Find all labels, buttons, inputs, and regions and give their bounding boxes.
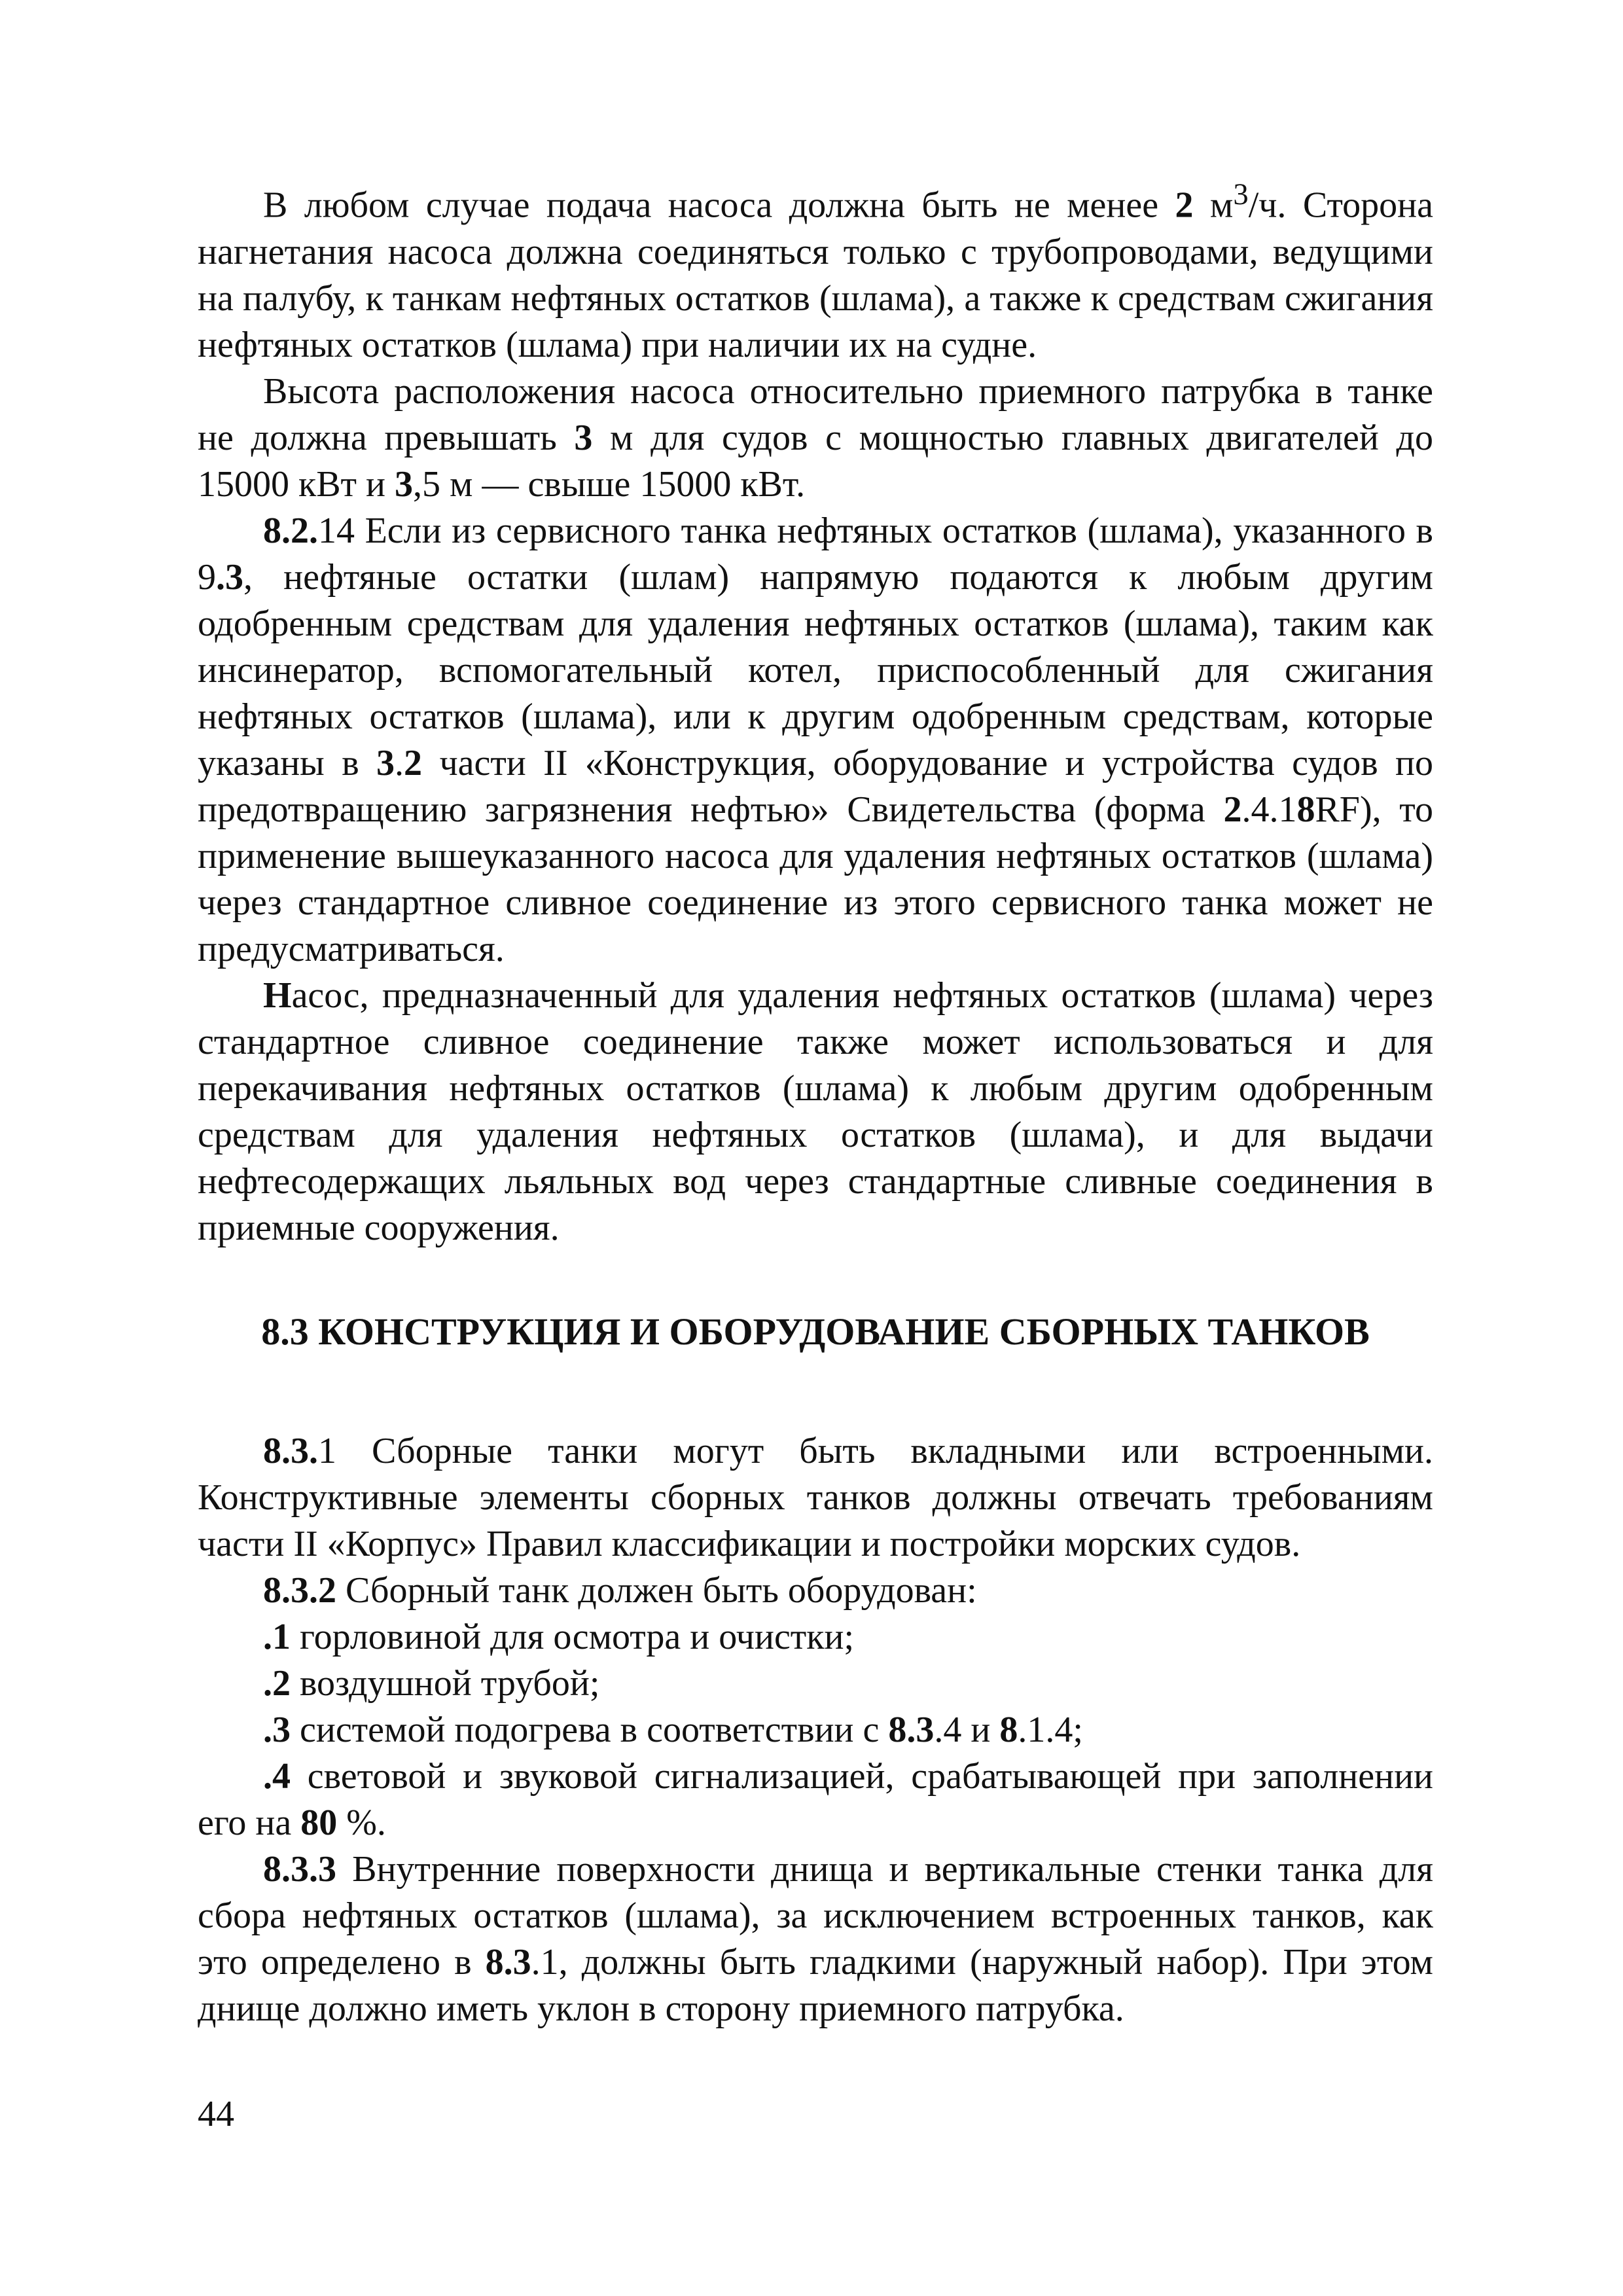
superscript: 3 [1233,177,1249,211]
text: Внутренние поверхности днища и вертикальные стенки танка для сбора нефтяных остатков (шлама), за исключением встроенных танков, как это определено в [198,1848,1433,1982]
section-heading: 8.3 КОНСТРУКЦИЯ И ОБОРУДОВАНИЕ СБОРНЫХ ТАНКОВ [261,1310,1370,1353]
text: . [395,742,404,783]
text-bold: 3 [395,463,413,505]
item-number: .1 [263,1616,291,1657]
text: горловиной для осмотра и очистки; [291,1616,854,1657]
text-bold: 3 [376,742,395,783]
paragraph-8-3-2 [198,1568,1433,1614]
text-bold: 3 [574,417,593,458]
text-bold: 8 [999,1709,1018,1750]
paragraph-8-3-1 [198,1428,1433,1568]
text: .4.1 [1241,789,1297,830]
text-bold: 8.3 [888,1709,935,1750]
paragraph-pump-capacity [198,171,1433,368]
list-item [198,1707,1433,1753]
text: .1.4; [1018,1709,1083,1750]
text: Высота расположения насоса относительно приемного патрубка в танке не должна превышать [198,370,1433,458]
item-number: .2 [263,1662,291,1704]
text-bold: 2 [404,742,423,783]
text: световой и звуковой сигнализацией, срабатывающей при заполнении его на [198,1755,1433,1843]
clause-number: 8.3. [263,1430,318,1471]
list-item [198,1753,1433,1846]
page-number: 44 [198,2094,234,2134]
text: %. [337,1802,386,1843]
text: Сборный танк должен быть оборудован: [336,1570,977,1611]
text-bold: Н [263,975,292,1016]
text: В любом случае подача насоса должна быть не менее [263,185,1175,226]
paragraph-pump-usage [198,973,1433,1251]
text: асос, предназначенный для удаления нефтяных остатков (шлама) через стандартное сливное соединение также может использоваться и для перекачивания нефтяных остатков (шлама) к любым другим одобренным средствам для удаления нефтяных остатков (шлама), и для выдачи нефтесодержащих льяльных вод через стандартные сливные соединения в приемные сооружения. [198,975,1433,1248]
text: , нефтяные остатки (шлам) напрямую подаются к любым другим одобренным средствам для удаления нефтяных остатков (шлама), таким как инсинератор, вспомогательный котел, приспособленный для сжигания нефтяных остатков (шлама), или к другим одобренным средствам, которые указаны в [198,556,1433,783]
text: м для судов с мощностью главных двигателей до 15000 кВт и [198,417,1434,505]
list-item [198,1614,1433,1660]
text: 14 Если из сервисного танка нефтяных остатков (шлама), указанного в 9 [198,510,1433,598]
text: м [1193,185,1234,226]
text: /ч. Сторона нагнетания насоса должна соединяться только с трубопроводами, ведущими на палубу, к танкам нефтяных остатков (шлама), а также к средствам сжигания нефтяных остатков (шлама) при наличии их на судне. [198,185,1433,365]
paragraph-8-2-14 [198,508,1433,973]
text: .1, должны быть гладкими (наружный набор). При этом днище должно иметь уклон в сторону приемного патрубка. [198,1941,1433,2029]
paragraph-pump-height [198,368,1433,508]
text-bold: 80 [300,1802,338,1843]
list-item [198,1660,1433,1707]
text: ,5 м — свыше 15000 кВт. [413,463,806,505]
text: воздушной трубой; [291,1662,600,1704]
clause-number: 8.3.3 [263,1848,336,1890]
text-bold: 8 [1296,789,1315,830]
paragraph-8-3-3 [198,1846,1433,2032]
item-number: .3 [263,1709,291,1750]
text-bold: 2 [1223,789,1242,830]
text: части II «Конструкция, оборудование и устройства судов по предотвращению загрязнения нефтью» Свидетельства (форма [198,742,1434,830]
text-bold: .3 [216,556,243,598]
item-number: .4 [263,1755,291,1797]
text-bold: 8.3 [485,1941,531,1982]
text-bold: 2 [1175,185,1194,226]
clause-number: 8.2. [263,510,318,551]
clause-number: 8.3.2 [263,1570,336,1611]
text: RF), то применение вышеуказанного насоса для удаления нефтяных остатков (шлама) через стандартное сливное соединение из этого сервисного танка может не предусматриваться. [198,789,1433,969]
text: .4 и [934,1709,1000,1750]
text: 1 Сборные танки могут быть вкладными или встроенными. Конструктивные элементы сборных танков должны отвечать требованиям части II «Корпус» Правил классификации и постройки морских судов. [198,1430,1433,1564]
document-page [198,171,1433,2032]
text: системой подогрева в соответствии с [291,1709,889,1750]
